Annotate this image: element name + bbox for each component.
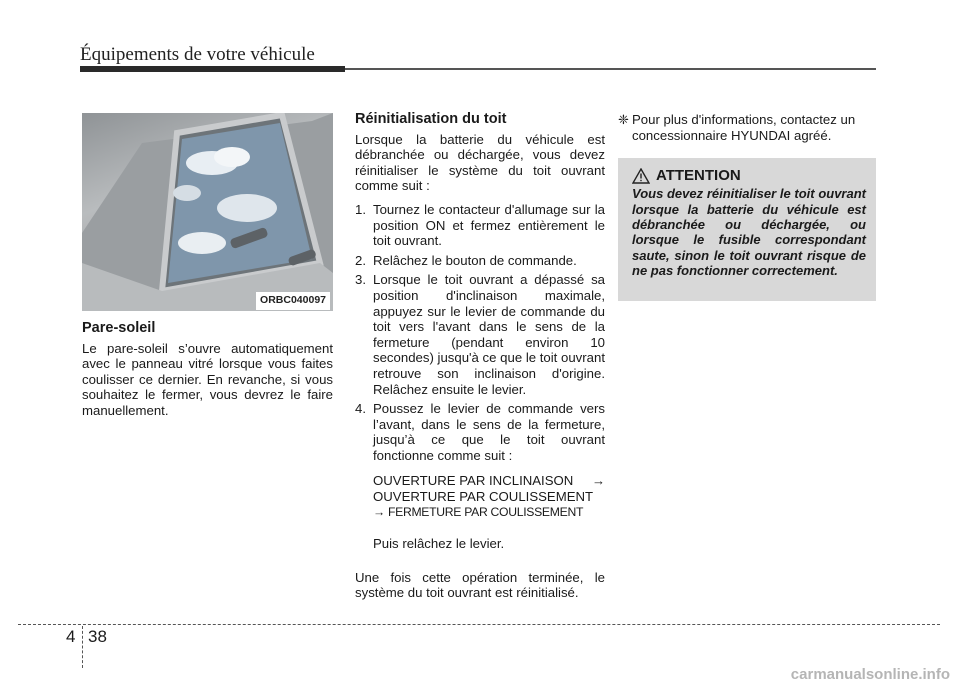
sunroof-photo xyxy=(82,113,333,311)
list-item xyxy=(355,401,605,463)
sequence-step-slide-open: OUVERTURE PAR COULISSEMENT xyxy=(373,489,594,505)
note-text: Pour plus d'informations, contactez un concessionnaire HYUNDAI agréé. xyxy=(632,112,856,143)
step-text: Lorsque le toit ouvrant a dépassé sa position d'inclinaison maximale, appuyez sur le levier de commande du toit vers l'avant dans le sens de la fermeture (pendant environ 10 secondes) jusqu'à ce que le toit ouvrant retrouve son inclinaison d'origine. Relâchez ensuite le levier. xyxy=(373,272,605,397)
header-rule-thin xyxy=(345,68,876,70)
reset-conclusion: Une fois cette opération terminée, le système du toit ouvrant est réinitialisé. xyxy=(355,569,605,601)
watermark: carmanualsonline.info xyxy=(790,666,950,683)
arrow-icon: → xyxy=(591,473,605,489)
sequence-line-1 xyxy=(373,473,605,489)
list-item xyxy=(355,202,605,249)
warning-triangle-icon xyxy=(632,168,650,184)
step-text: Relâchez le bouton de commande. xyxy=(373,252,577,268)
step-number: 1. xyxy=(355,201,366,217)
section-title-reset: Réinitialisation du toit xyxy=(355,111,507,127)
note-mark-icon: ❈ xyxy=(618,112,630,127)
header-rule-thick xyxy=(80,66,345,72)
release-instruction: Puis relâchez le levier. xyxy=(373,536,505,552)
attention-header xyxy=(632,168,866,184)
attention-body: Vous devez réinitialiser le toit ouvrant lorsque la batterie du véhicule est débranchée ou déchargée, ou lorsque le fusible correspondant saute, sinon le toit ouvrant risque de ne pas fonctionner correctement. xyxy=(632,186,866,279)
step-number: 3. xyxy=(355,272,366,288)
footer-divider xyxy=(82,626,83,668)
section-title-sunshade: Pare-soleil xyxy=(82,320,156,336)
section-number: 4 xyxy=(66,627,76,646)
step-number: 2. xyxy=(355,252,366,268)
reset-intro: Lorsque la batterie du véhicule est débranchée ou déchargée, vous devez réinitialiser le système du toit ouvrant comme suit : xyxy=(355,131,605,194)
reset-steps xyxy=(355,202,605,464)
sunroof-illustration xyxy=(82,113,333,311)
operation-sequence xyxy=(373,473,605,520)
list-item xyxy=(355,253,605,269)
step-text: Tournez le contacteur d'allumage sur la position ON et fermez entièrement le toit ouvrant. xyxy=(373,201,605,249)
list-item xyxy=(355,272,605,397)
footer-rule xyxy=(18,624,940,625)
attention-box xyxy=(618,158,876,301)
step-number: 4. xyxy=(355,401,366,417)
dealer-note xyxy=(618,112,880,143)
page-number: 38 xyxy=(88,627,107,646)
figure-code: ORBC040097 xyxy=(256,292,330,310)
step-text: Poussez le levier de commande vers l’avant, dans le sens de la fermeture, jusqu’à ce que le toit ouvrant fonctionne comme suit : xyxy=(373,401,605,463)
attention-title: ATTENTION xyxy=(656,167,741,185)
column-reset xyxy=(355,112,605,614)
sequence-step-slide-close: → FERMETURE PAR COULISSEMENT xyxy=(373,504,584,519)
sunshade-body: Le pare-soleil s’ouvre automatiquement avec le panneau vitré lorsque vous faites coulisser ce dernier. En revanche, si vous souhaitez le fermer, vous devrez le faire manuellement. xyxy=(82,340,333,418)
page-header-title: Équipements de votre véhicule xyxy=(80,44,315,65)
sequence-step-tilt: OUVERTURE PAR INCLINAISON xyxy=(373,473,574,489)
column-sunshade xyxy=(82,113,333,419)
column-notes xyxy=(618,112,880,301)
